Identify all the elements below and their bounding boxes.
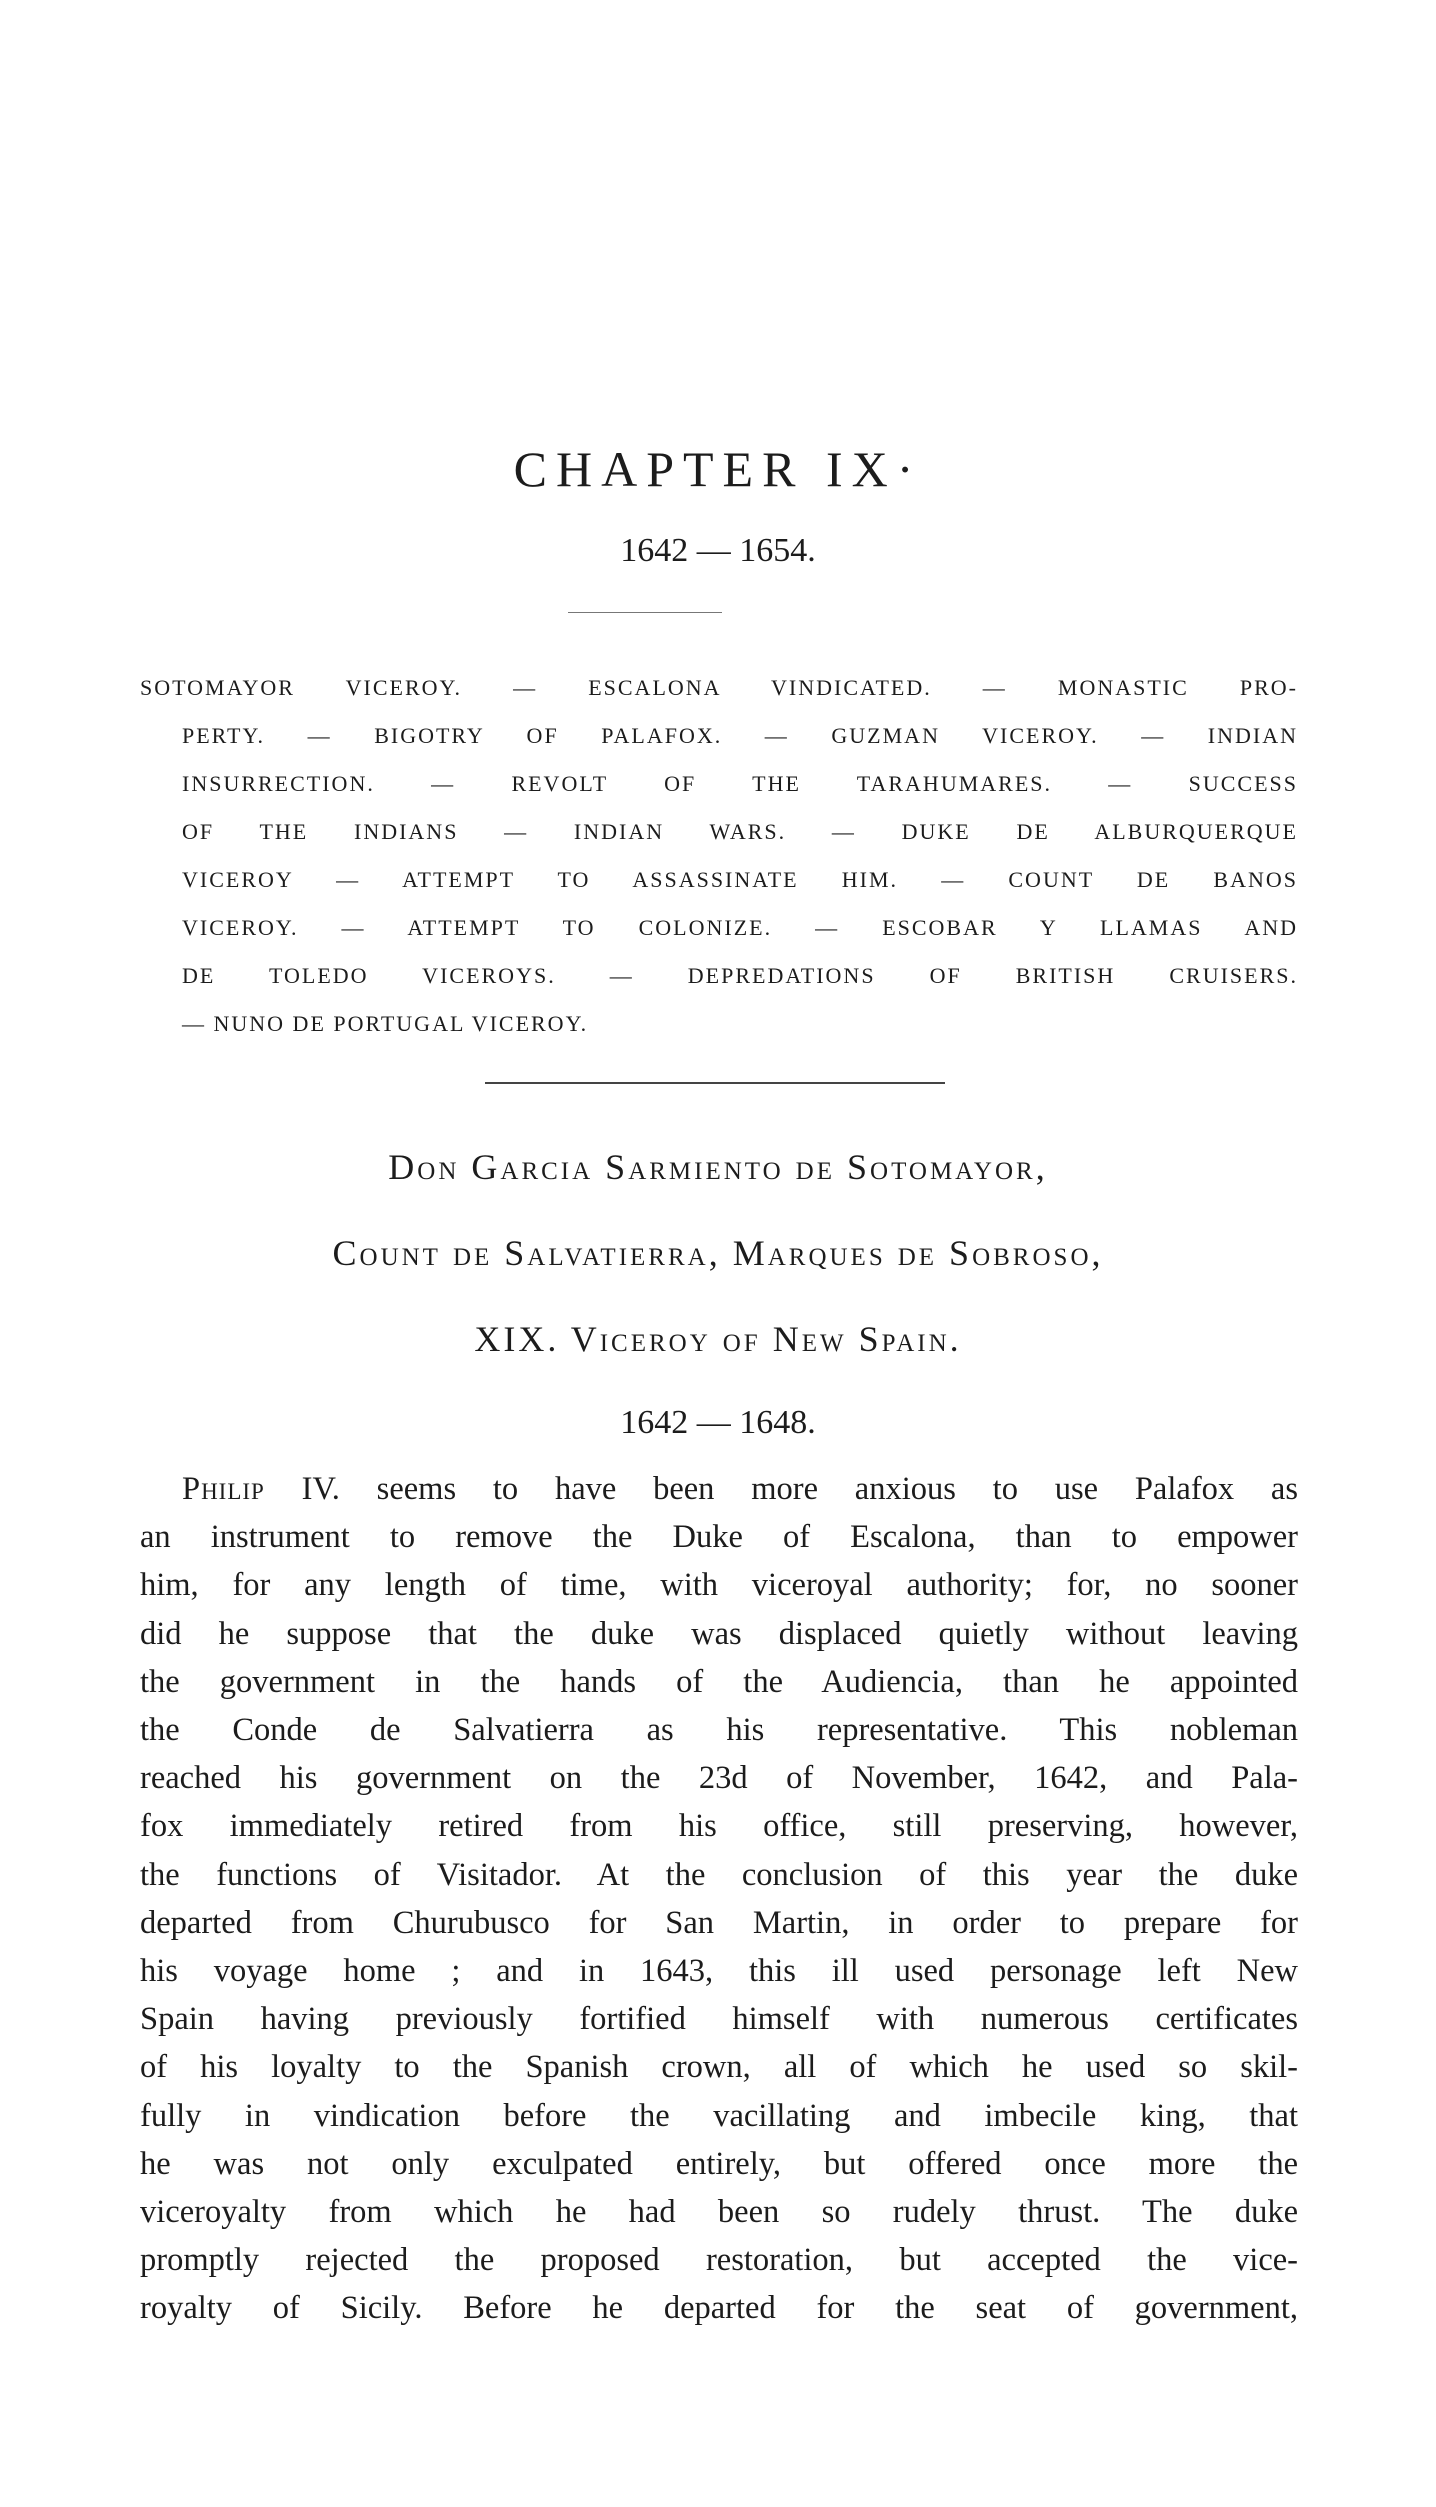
chapter-title: CHAPTER IX· (513, 441, 923, 497)
body-paragraph (140, 1465, 1298, 2333)
first-line-rest: IV. seems to have been more anxious to use Palafox as (264, 1471, 1298, 1507)
body-line: promptly rejected the proposed restoration, but accepted the vice- (140, 2242, 1298, 2279)
body-line: his voyage home ; and in 1643, this ill used personage left New (140, 1953, 1298, 1990)
chapter-years: 1642 — 1654. (620, 532, 816, 569)
body-line: fully in vindication before the vacillating and imbecile king, that (140, 2097, 1298, 2134)
body-line: departed from Churubusco for San Martin, in order to prepare for (140, 1904, 1298, 1941)
body-line: viceroyalty from which he had been so rudely thrust. The duke (140, 2194, 1298, 2231)
summary-line: — NUNO DE PORTUGAL VICEROY. (182, 1011, 589, 1036)
body-line: of his loyalty to the Spanish crown, all of which he used so skil- (140, 2049, 1298, 2086)
section-heading-line-1: Don Garcia Sarmiento de Sotomayor, (388, 1147, 1048, 1187)
body-line-first (140, 1465, 1298, 1513)
summary-line: OF THE INDIANS — INDIAN WARS. — DUKE DE ALBURQUERQUE (182, 819, 1298, 844)
lead-word: Philip (182, 1471, 265, 1507)
body-line: the functions of Visitador. At the conclusion of this year the duke (140, 1856, 1298, 1893)
summary-line: SOTOMAYOR VICEROY. — ESCALONA VINDICATED. — MONASTIC PRO- (140, 675, 1298, 700)
section-heading-line-2: Count de Salvatierra, Marques de Sobroso, (332, 1233, 1104, 1273)
body-line: royalty of Sicily. Before he departed for the seat of government, (140, 2290, 1298, 2327)
body-line: him, for any length of time, with viceroyal authority; for, no sooner (140, 1567, 1298, 1604)
body-line: an instrument to remove the Duke of Escalona, than to empower (140, 1519, 1298, 1556)
body-line: the Conde de Salvatierra as his representative. This nobleman (140, 1712, 1298, 1749)
body-line: fox immediately retired from his office, still preserving, however, (140, 1808, 1298, 1845)
long-divider (485, 1082, 945, 1084)
chapter-summary (140, 664, 1298, 1048)
summary-line: VICEROY — ATTEMPT TO ASSASSINATE HIM. — COUNT DE BANOS (182, 867, 1298, 892)
summary-line: INSURRECTION. — REVOLT OF THE TARAHUMARES. — SUCCESS (182, 771, 1298, 796)
reign-years: 1642 — 1648. (620, 1404, 816, 1441)
section-heading-line-3: XIX. Viceroy of New Spain. (474, 1319, 962, 1359)
body-line: he was not only exculpated entirely, but offered once more the (140, 2145, 1298, 2182)
body-line: did he suppose that the duke was displaced quietly without leaving (140, 1615, 1298, 1652)
body-line: Spain having previously fortified himself with numerous certificates (140, 2001, 1298, 2038)
body-line: reached his government on the 23d of November, 1642, and Pala- (140, 1760, 1298, 1797)
body-line: the government in the hands of the Audiencia, than he appointed (140, 1663, 1298, 1700)
short-divider (568, 612, 722, 613)
summary-line: PERTY. — BIGOTRY OF PALAFOX. — GUZMAN VICEROY. — INDIAN (182, 723, 1298, 748)
summary-line: VICEROY. — ATTEMPT TO COLONIZE. — ESCOBAR Y LLAMAS AND (182, 915, 1298, 940)
summary-line: DE TOLEDO VICEROYS. — DEPREDATIONS OF BRITISH CRUISERS. (182, 963, 1298, 988)
